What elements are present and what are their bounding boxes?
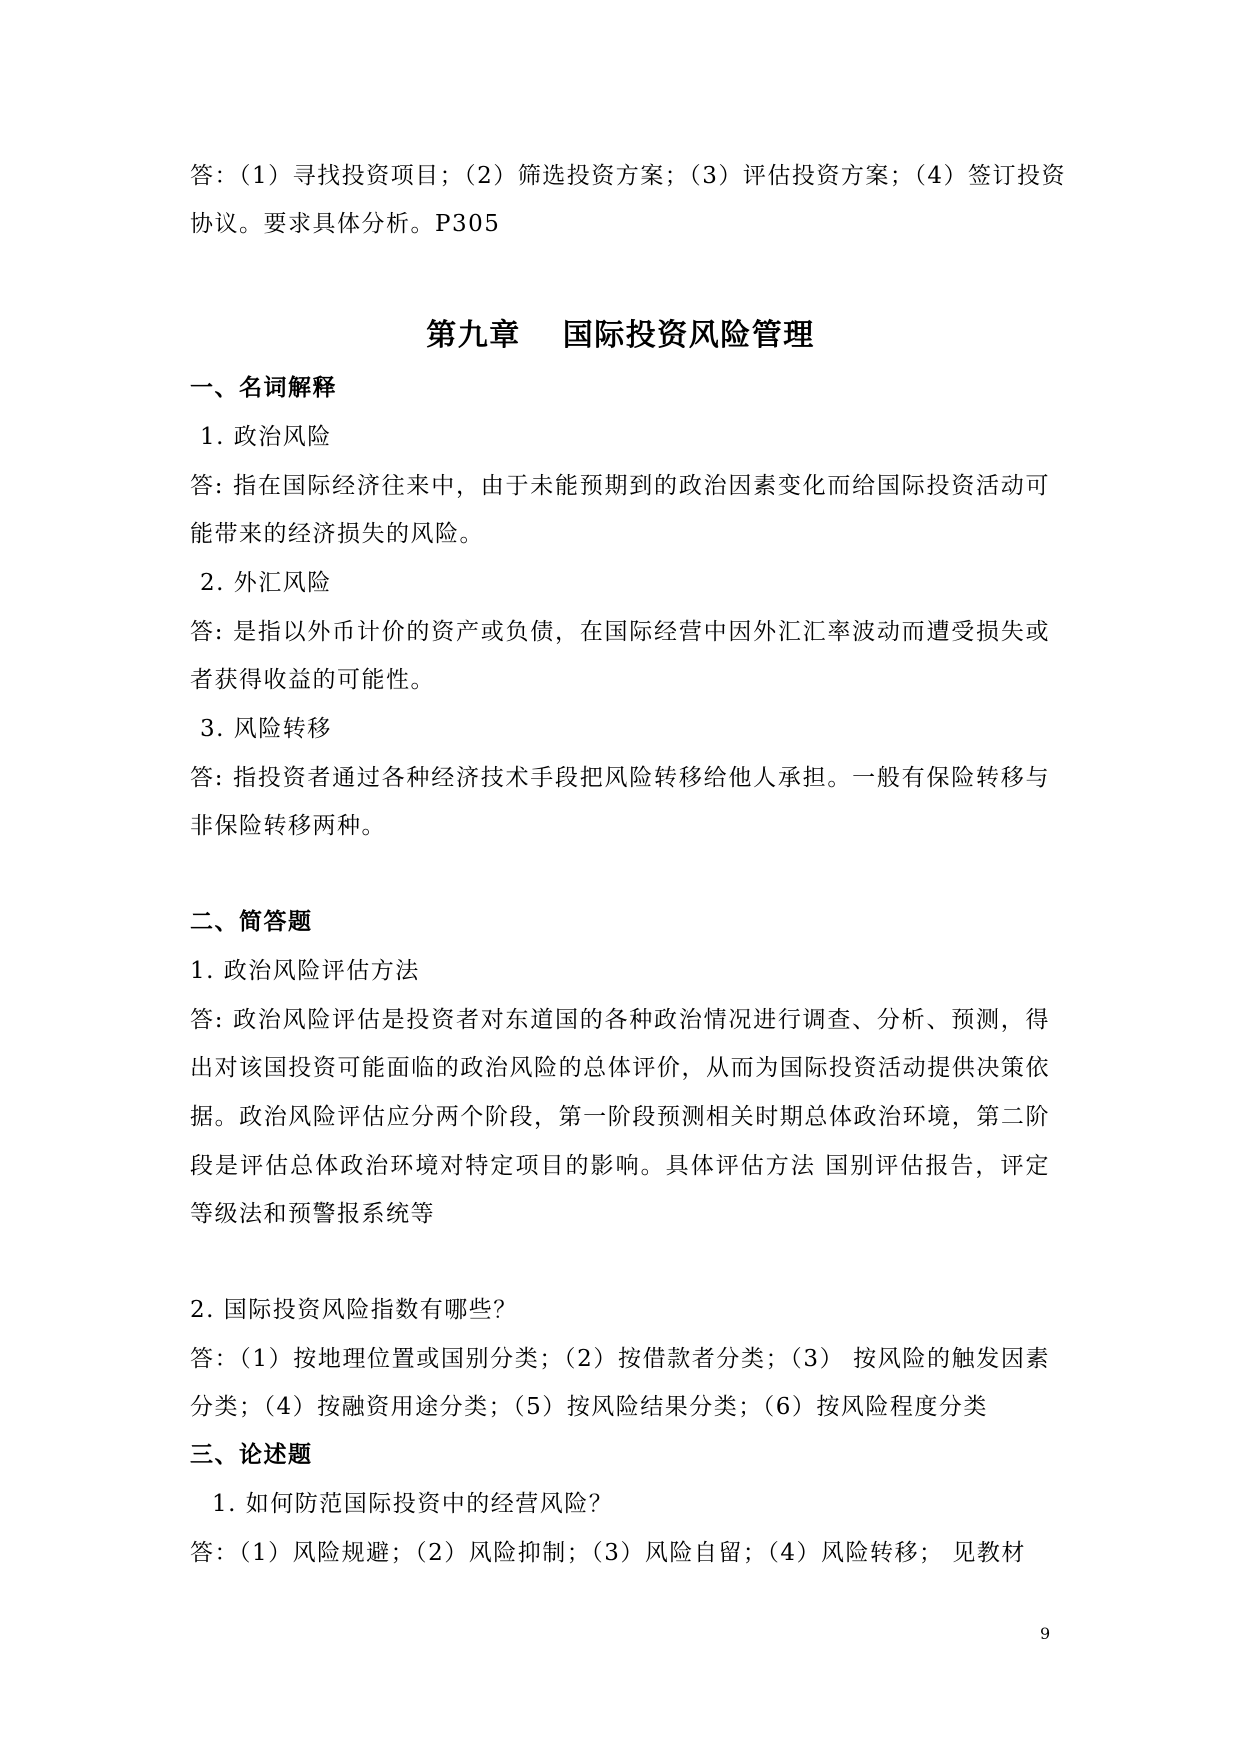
short-answer-2-line-2: 分类；（4）按融资用途分类；（5）按风险结果分类；（6）按风险程度分类 — [190, 1394, 988, 1420]
short-question-2: 2. 国际投资风险指数有哪些？ — [190, 1297, 518, 1323]
section-heading-short-answer: 二、简答题 — [190, 909, 313, 935]
essay-question-1: 1. 如何防范国际投资中的经营风险？ — [212, 1491, 614, 1517]
term-2-answer-line-1: 答: 是指以外币计价的资产或负债，在国际经营中因外汇汇率波动而遭受损失或 — [190, 619, 1050, 645]
chapter-number: 第九章 — [426, 318, 521, 353]
chapter-name: 国际投资风险管理 — [562, 318, 815, 353]
term-2: 2. 外汇风险 — [200, 570, 332, 596]
chapter-title — [0, 310, 1241, 354]
term-1-answer-line-2: 能带来的经济损失的风险。 — [190, 521, 484, 547]
term-3: 3. 风险转移 — [200, 716, 332, 742]
section-heading-essay: 三、论述题 — [190, 1442, 313, 1468]
short-answer-1-line-5: 等级法和预警报系统等 — [190, 1201, 435, 1227]
page-number: 9 — [1040, 1624, 1051, 1643]
essay-answer-1: 答：（1）风险规避；（2）风险抑制；（3）风险自留；（4）风险转移； 见教材 — [190, 1540, 1026, 1566]
term-2-answer-line-2: 者获得收益的可能性。 — [190, 667, 435, 693]
term-3-answer-line-1: 答: 指投资者通过各种经济技术手段把风险转移给他人承担。一般有保险转移与 — [190, 765, 1050, 791]
short-answer-1-line-2: 出对该国投资可能面临的政治风险的总体评价，从而为国际投资活动提供决策依 — [190, 1055, 1050, 1081]
short-answer-1-line-1: 答: 政治风险评估是投资者对东道国的各种政治情况进行调查、分析、预测，得 — [190, 1007, 1050, 1033]
top-answer-line-1: 答：（1）寻找投资项目；（2）筛选投资方案；（3）评估投资方案；（4）签订投资 — [190, 163, 1067, 189]
short-question-1: 1. 政治风险评估方法 — [190, 958, 420, 984]
short-answer-1-line-4: 段是评估总体政治环境对特定项目的影响。具体评估方法 国别评估报告，评定 — [190, 1153, 1050, 1179]
term-1: 1. 政治风险 — [200, 424, 332, 450]
top-answer-line-2: 协议。要求具体分析。P305 — [190, 211, 501, 237]
section-heading-terms: 一、名词解释 — [190, 375, 337, 401]
term-3-answer-line-2: 非保险转移两种。 — [190, 813, 386, 839]
short-answer-2-line-1: 答：（1）按地理位置或国别分类；（2）按借款者分类；（3） 按风险的触发因素 — [190, 1346, 1050, 1372]
short-answer-1-line-3: 据。政治风险评估应分两个阶段，第一阶段预测相关时期总体政治环境，第二阶 — [190, 1104, 1050, 1130]
term-1-answer-line-1: 答: 指在国际经济往来中，由于未能预期到的政治因素变化而给国际投资活动可 — [190, 473, 1050, 499]
